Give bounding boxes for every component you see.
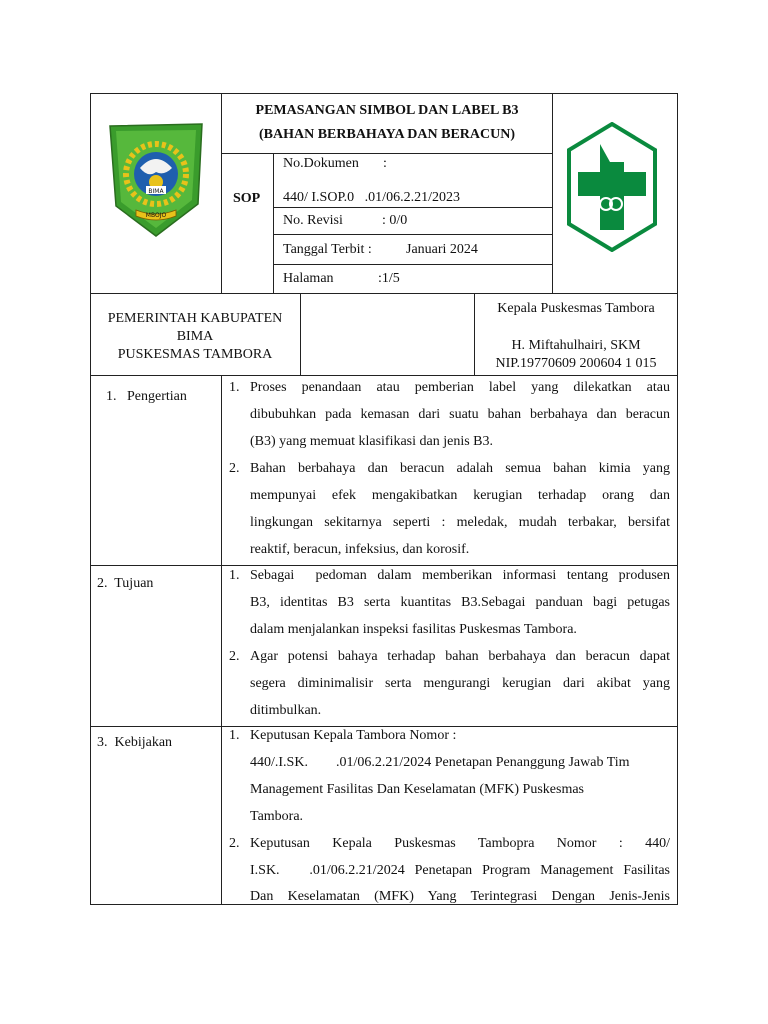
document-title-line2: (BAHAN BERBAHAYA DAN BERACUN) (258, 127, 516, 142)
list-item-line: (B3) yang memuat klasifikasi dan jenis B3. (250, 434, 494, 449)
list-item-number: 2. (229, 836, 240, 851)
list-item-number: 1. (229, 568, 240, 583)
head-name: H. Miftahulhairi, SKM (511, 338, 641, 353)
no-revisi-value: : 0/0 (382, 213, 408, 228)
list-item-line: lingkungan sekitarnya seperti : meledak, mudah terbakar, bersifat (250, 515, 670, 530)
bima-regency-emblem (106, 122, 206, 238)
list-item-number: 2. (229, 649, 240, 664)
head-title: Kepala Puskesmas Tambora (497, 301, 655, 316)
list-item-line: Bahan berbahaya dan beracun adalah semua bahan kimia yang (250, 461, 670, 476)
org-name-line2: BIMA (176, 329, 214, 344)
section-label-tujuan: 2. Tujuan (97, 576, 154, 591)
list-item-line: dibubuhkan pada kemasan dari suatu bahan berbahaya dan beracun (250, 407, 670, 422)
halaman-value: :1/5 (378, 271, 400, 286)
puskesmas-logo (566, 122, 658, 252)
list-item-line: Dan Keselamatan (MFK) Yang Terintegrasi Dengan Jenis-Jenis (250, 889, 670, 904)
table-border-top (90, 93, 678, 94)
divider (273, 153, 274, 294)
table-border-right (677, 93, 678, 905)
divider (221, 153, 553, 154)
org-name-line3: PUSKESMAS TAMBORA (117, 347, 273, 362)
no-revisi-label: No. Revisi (283, 213, 343, 228)
list-item-line: B3, identitas B3 serta kuantitas B3.Sebagai panduan bagi petugas (250, 595, 670, 610)
list-item-line: reaktif, beracun, infeksius, dan korosif. (250, 542, 470, 557)
divider (90, 375, 678, 376)
no-dokumen-value: 440/ I.SOP.0 .01/06.2.21/2023 (283, 190, 460, 205)
section-label-kebijakan: 3. Kebijakan (97, 735, 173, 750)
list-item-line: Proses penandaan atau pemberian label yang dilekatkan atau (250, 380, 670, 395)
divider (300, 293, 301, 376)
no-dokumen-colon: : (383, 156, 387, 171)
list-item-line: Agar potensi bahaya terhadap bahan berbahaya dan beracun dapat (250, 649, 670, 664)
divider (90, 293, 678, 294)
list-item-line: I.SK. .01/06.2.21/2024 Penetapan Program Management Fasilitas (250, 863, 670, 878)
emblem-text: BIMA (148, 188, 164, 195)
list-item-line: ditimbulkan. (250, 703, 322, 718)
no-dokumen-label: No.Dokumen (283, 156, 359, 171)
list-item-number: 1. (229, 728, 240, 743)
list-item-line: segera diminimalisir serta mengurangi kerugian dari akibat yang (250, 676, 670, 691)
divider (90, 726, 678, 727)
divider (273, 234, 553, 235)
divider (221, 93, 222, 294)
emblem-banner-text: MBOJO (145, 212, 167, 219)
head-nip: NIP.19770609 200604 1 015 (495, 356, 657, 371)
list-item-line: Management Fasilitas Dan Keselamatan (MFK) Puskesmas (250, 782, 584, 797)
document-title-line1: PEMASANGAN SIMBOL DAN LABEL B3 (255, 103, 519, 118)
list-item-line: Tambora. (250, 809, 304, 824)
tanggal-terbit-label: Tanggal Terbit : (283, 242, 372, 257)
list-item-line: mempunyai efek mengakibatkan kerugian terhadap orang dan (250, 488, 670, 503)
list-item-line: dalam menjalankan inspeksi fasilitas Puskesmas Tambora. (250, 622, 577, 637)
section-label-pengertian: 1. Pengertian (106, 389, 187, 404)
table-border-left (90, 93, 91, 905)
halaman-label: Halaman (283, 271, 334, 286)
org-name-line1: PEMERINTAH KABUPATEN (107, 311, 283, 326)
list-item-number: 1. (229, 380, 240, 395)
list-item-line: Keputusan Kepala Puskesmas Tambopra Nomor : 440/ (250, 836, 670, 851)
list-item-line: Keputusan Kepala Tambora Nomor : (250, 728, 457, 743)
divider (273, 264, 553, 265)
list-item-number: 2. (229, 461, 240, 476)
list-item-line: Sebagai pedoman dalam memberikan informasi tentang produsen (250, 568, 670, 583)
sop-label: SOP (233, 191, 261, 206)
tanggal-terbit-value: Januari 2024 (406, 242, 478, 257)
divider (273, 207, 553, 208)
list-item-line: 440/.I.SK. .01/06.2.21/2024 Penetapan Penanggung Jawab Tim (250, 755, 630, 770)
divider (221, 375, 222, 905)
divider (90, 565, 678, 566)
